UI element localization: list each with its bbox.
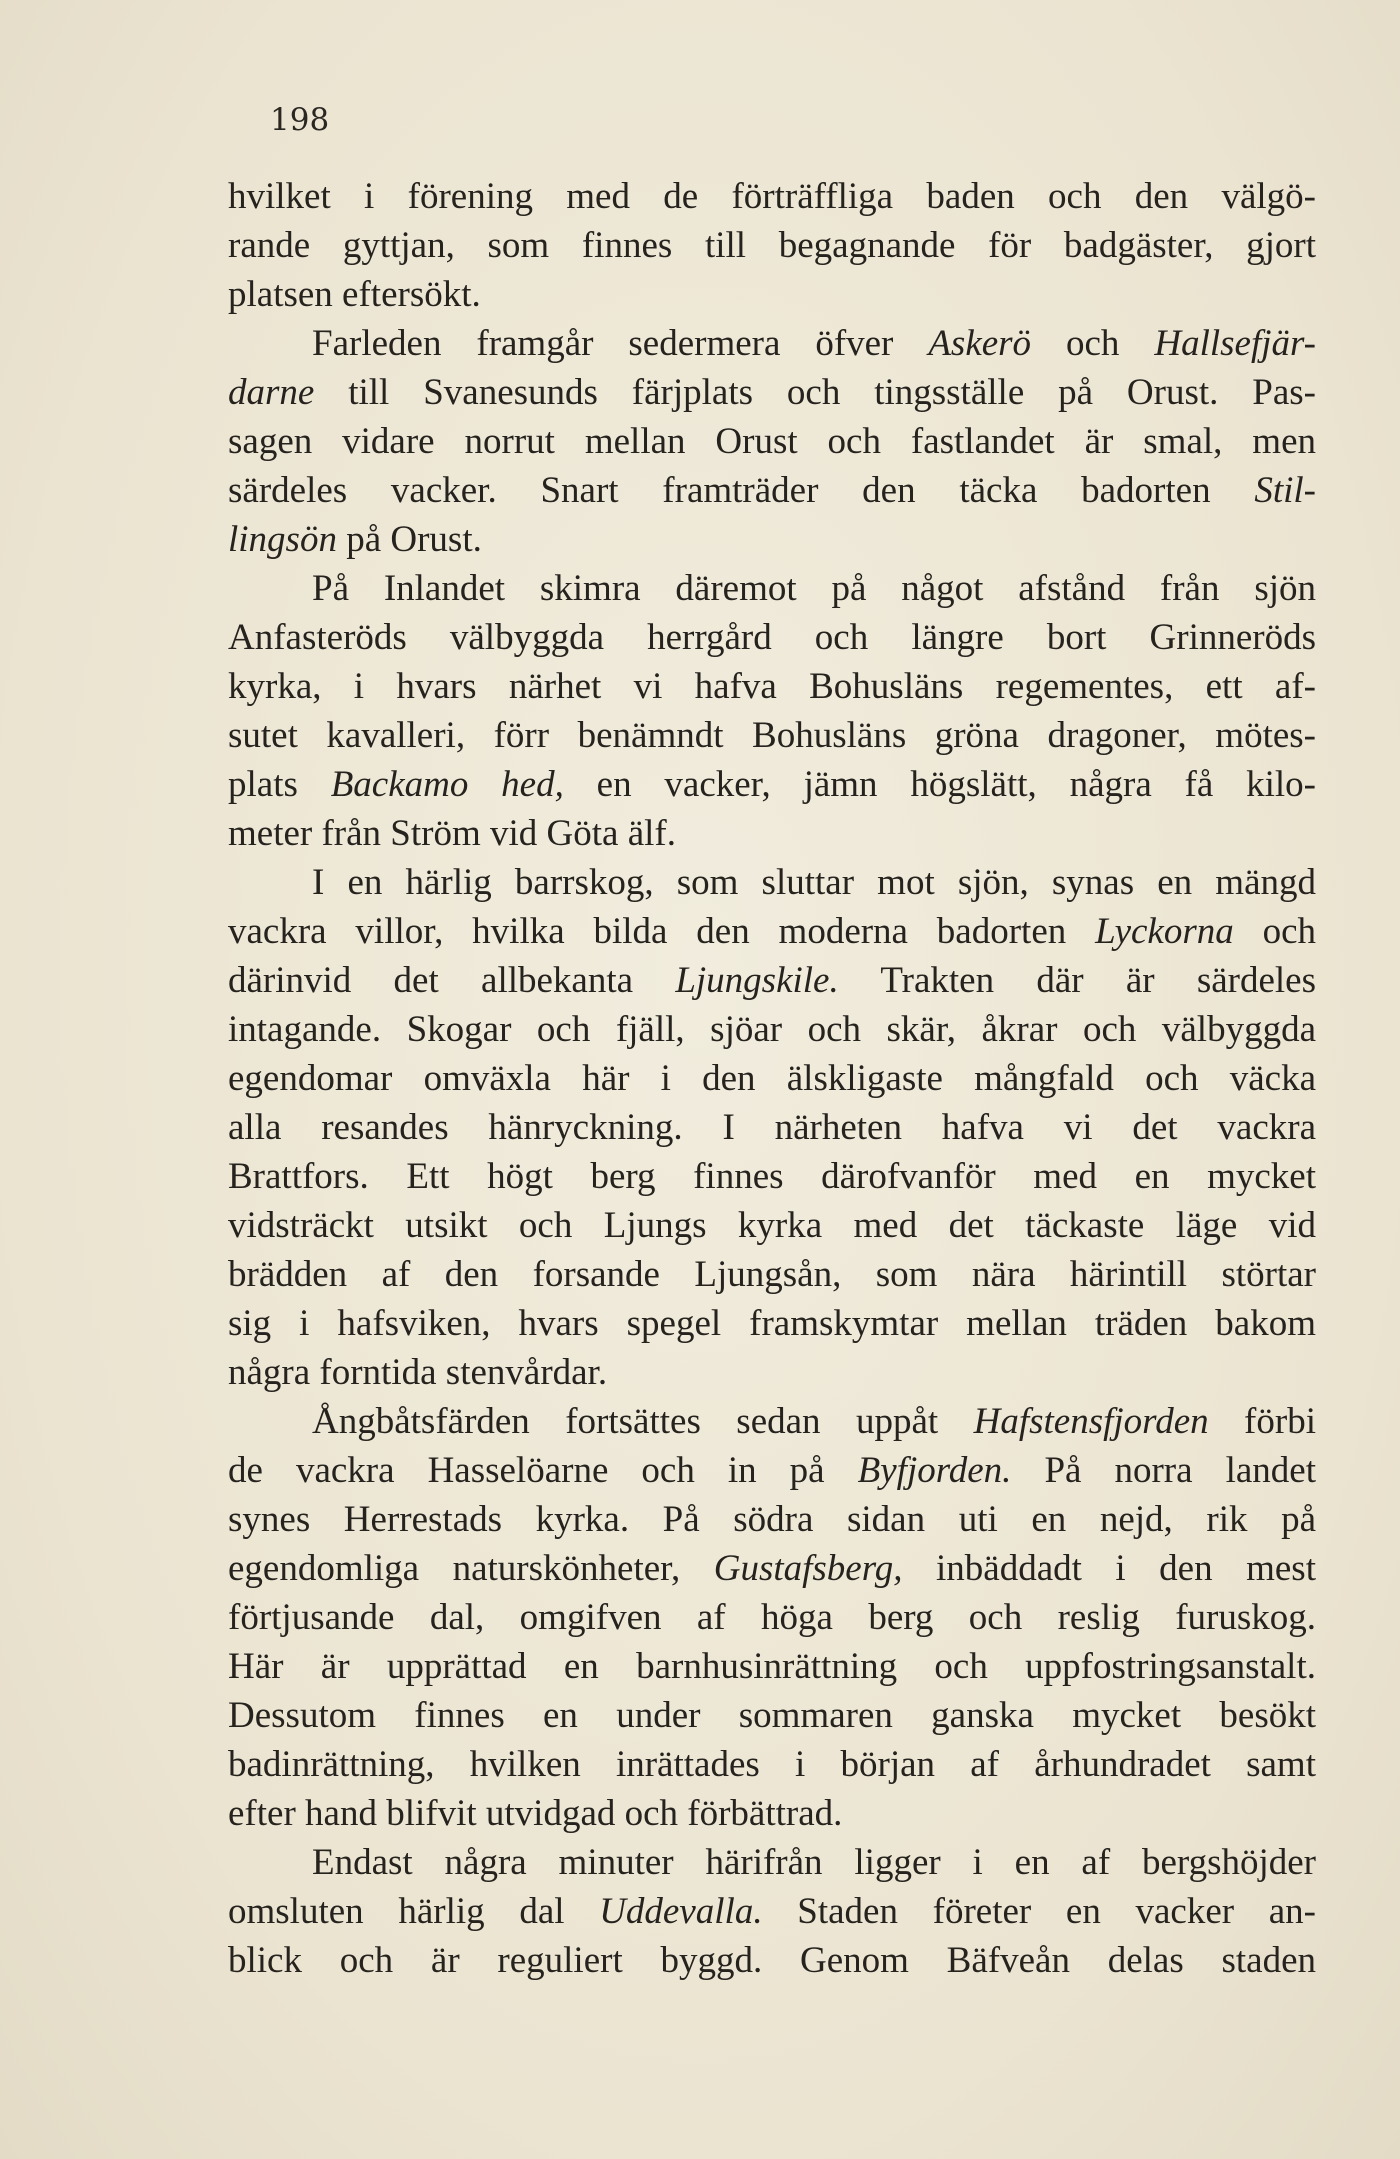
italic-text-segment: Byfjorden.	[857, 1450, 1012, 1491]
page-number: 198	[270, 102, 330, 138]
italic-text-segment: Gustafsberg,	[713, 1548, 903, 1589]
text-line	[228, 1397, 1316, 1446]
text-line	[228, 1838, 1316, 1887]
text-segment: synes Herrestads kyrka. På södra sidan uti en nejd, rik på	[228, 1499, 1316, 1540]
text-segment: Anfasteröds välbyggda herrgård och längre bort Grinneröds	[228, 617, 1316, 658]
text-line	[228, 956, 1316, 1005]
text-line	[228, 809, 1316, 858]
text-line	[228, 907, 1316, 956]
text-segment: hvilket i förening med de förträffliga baden och den välgö-	[228, 176, 1316, 217]
text-line	[228, 270, 1316, 319]
text-segment: Staden företer en vacker an-	[762, 1891, 1317, 1932]
text-segment: de vackra Hasselöarne och in på	[228, 1450, 858, 1491]
text-segment: meter från Ström vid Göta älf.	[228, 813, 676, 854]
text-line	[228, 1740, 1316, 1789]
text-segment: egendomar omväxla här i den älskligaste mångfald och väcka	[228, 1058, 1316, 1099]
body-text	[228, 172, 1316, 1985]
text-segment: vidsträckt utsikt och Ljungs kyrka med det täckaste läge vid	[228, 1205, 1316, 1246]
text-line	[228, 1201, 1316, 1250]
text-line	[228, 368, 1316, 417]
text-segment: till Svanesunds färjplats och tingsställe på Orust. Pas-	[314, 372, 1316, 413]
text-segment: rande gyttjan, som finnes till begagnande för badgäster, gjort	[228, 225, 1316, 266]
text-line	[228, 1495, 1316, 1544]
italic-text-segment: Hallsefjär-	[1154, 323, 1316, 364]
text-segment: efter hand blifvit utvidgad och förbättrad.	[228, 1793, 843, 1834]
text-line	[228, 1593, 1316, 1642]
text-line	[228, 662, 1316, 711]
text-line	[228, 1005, 1316, 1054]
italic-text-segment: Lyckorna	[1095, 911, 1234, 952]
text-segment: inbäddadt i den mest	[902, 1548, 1316, 1589]
text-line	[228, 1299, 1316, 1348]
italic-text-segment: darne	[228, 372, 315, 413]
text-segment: platsen eftersökt.	[228, 274, 481, 315]
text-line	[228, 1887, 1316, 1936]
text-segment: brädden af den forsande Ljungsån, som nära härintill störtar	[228, 1254, 1316, 1295]
text-line	[228, 1691, 1316, 1740]
text-segment: på Orust.	[336, 519, 482, 560]
text-segment: På Inlandet skimra däremot på något afstånd från sjön	[312, 568, 1316, 609]
text-segment: en vacker, jämn högslätt, några få kilo-	[563, 764, 1316, 805]
text-segment: sagen vidare norrut mellan Orust och fastlandet är smal, men	[228, 421, 1316, 462]
text-segment: sutet kavalleri, förr benämndt Bohusläns gröna dragoner, mötes-	[228, 715, 1316, 756]
text-line	[228, 564, 1316, 613]
text-segment: därinvid det allbekanta	[228, 960, 676, 1001]
italic-text-segment: Stil-	[1254, 470, 1316, 511]
text-segment: intagande. Skogar och fjäll, sjöar och skär, åkrar och välbyggda	[228, 1009, 1316, 1050]
text-line	[228, 417, 1316, 466]
text-segment: vackra villor, hvilka bilda den moderna badorten	[228, 911, 1096, 952]
text-segment: alla resandes hänryckning. I närheten hafva vi det vackra	[228, 1107, 1316, 1148]
italic-text-segment: Ljungskile.	[675, 960, 839, 1001]
text-line	[228, 1152, 1316, 1201]
italic-text-segment: Uddevalla.	[599, 1891, 763, 1932]
text-segment: Dessutom finnes en under sommaren ganska mycket besökt	[228, 1695, 1316, 1736]
text-segment: förbi	[1208, 1401, 1316, 1442]
text-segment: Här är upprättad en barnhusinrättning och uppfostringsanstalt.	[228, 1646, 1316, 1687]
text-segment: några forntida stenvårdar.	[228, 1352, 608, 1393]
text-segment: särdeles vacker. Snart framträder den täcka badorten	[228, 470, 1255, 511]
text-line	[228, 1054, 1316, 1103]
text-line	[228, 1103, 1316, 1152]
text-segment: badinrättning, hvilken inrättades i början af århundradet samt	[228, 1744, 1316, 1785]
text-segment: sig i hafsviken, hvars spegel framskymtar mellan träden bakom	[228, 1303, 1316, 1344]
text-segment: Trakten där är särdeles	[838, 960, 1316, 1001]
text-line	[228, 1544, 1316, 1593]
text-line	[228, 760, 1316, 809]
text-line	[228, 1348, 1316, 1397]
text-segment: förtjusande dal, omgifven af höga berg och reslig furuskog.	[228, 1597, 1316, 1638]
text-segment: kyrka, i hvars närhet vi hafva Bohusläns regementes, ett af-	[228, 666, 1316, 707]
text-segment: egendomliga naturskönheter,	[228, 1548, 714, 1589]
text-segment: I en härlig barrskog, som sluttar mot sjön, synas en mängd	[312, 862, 1316, 903]
text-line	[228, 1250, 1316, 1299]
text-segment: plats	[228, 764, 331, 805]
italic-text-segment: Backamo hed,	[330, 764, 564, 805]
italic-text-segment: Askerö	[928, 323, 1032, 364]
text-line	[228, 319, 1316, 368]
text-line	[228, 1642, 1316, 1691]
text-segment: På norra landet	[1011, 1450, 1316, 1491]
text-line	[228, 858, 1316, 907]
text-line	[228, 613, 1316, 662]
text-line	[228, 515, 1316, 564]
text-line	[228, 1936, 1316, 1985]
text-segment: Farleden framgår sedermera öfver	[312, 323, 929, 364]
text-segment: Brattfors. Ett högt berg finnes därofvanför med en mycket	[228, 1156, 1316, 1197]
text-line	[228, 1789, 1316, 1838]
italic-text-segment: Hafstensfjorden	[973, 1401, 1209, 1442]
text-segment: Ångbåtsfärden fortsättes sedan uppåt	[312, 1401, 974, 1442]
text-segment: omsluten härlig dal	[228, 1891, 600, 1932]
text-segment: blick och är reguliert byggd. Genom Bäfveån delas staden	[228, 1940, 1316, 1981]
text-line	[228, 466, 1316, 515]
text-line	[228, 221, 1316, 270]
text-segment: och	[1031, 323, 1155, 364]
text-segment: Endast några minuter härifrån ligger i en af bergshöjder	[312, 1842, 1316, 1883]
text-line	[228, 172, 1316, 221]
text-segment: och	[1233, 911, 1316, 952]
text-line	[228, 1446, 1316, 1495]
text-line	[228, 711, 1316, 760]
italic-text-segment: lingsön	[228, 519, 337, 560]
